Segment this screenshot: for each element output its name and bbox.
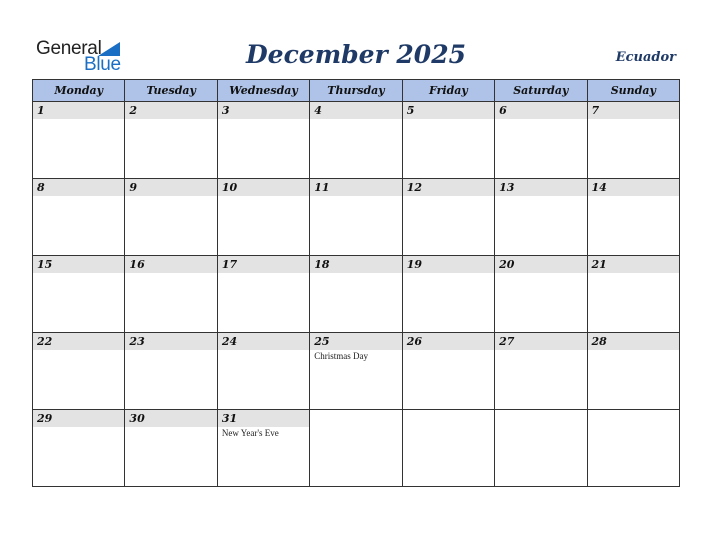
day-cell bbox=[495, 410, 587, 487]
day-cell bbox=[402, 333, 494, 410]
day-number: 6 bbox=[495, 102, 586, 119]
day-cell bbox=[217, 410, 309, 487]
day-cell bbox=[310, 256, 402, 333]
day-number: 24 bbox=[218, 333, 309, 350]
day-cell bbox=[587, 256, 679, 333]
logo-text-blue: Blue bbox=[84, 54, 121, 75]
weekday-header: Sunday bbox=[587, 80, 679, 102]
day-number: 20 bbox=[495, 256, 586, 273]
day-number: 19 bbox=[403, 256, 494, 273]
day-number: 10 bbox=[218, 179, 309, 196]
day-number: 17 bbox=[218, 256, 309, 273]
day-cell bbox=[217, 333, 309, 410]
day-cell bbox=[402, 102, 494, 179]
page-title: December 2025 bbox=[245, 40, 466, 69]
day-number: 7 bbox=[588, 102, 679, 119]
country-label: Ecuador bbox=[615, 50, 676, 65]
day-cell bbox=[125, 179, 217, 256]
logo-text-general: General bbox=[36, 38, 102, 59]
day-number: 14 bbox=[588, 179, 679, 196]
day-cell bbox=[217, 256, 309, 333]
day-cell bbox=[33, 256, 125, 333]
week-row bbox=[33, 179, 680, 256]
day-cell bbox=[310, 410, 402, 487]
week-row bbox=[33, 410, 680, 487]
day-number: 21 bbox=[588, 256, 679, 273]
calendar-grid bbox=[32, 79, 680, 487]
day-cell bbox=[495, 179, 587, 256]
day-cell bbox=[33, 410, 125, 487]
week-row bbox=[33, 333, 680, 410]
day-cell bbox=[587, 410, 679, 487]
day-number: 5 bbox=[403, 102, 494, 119]
day-number: 30 bbox=[125, 410, 216, 427]
day-number: 16 bbox=[125, 256, 216, 273]
weekday-header: Monday bbox=[33, 80, 125, 102]
day-number: 29 bbox=[33, 410, 124, 427]
day-number: 1 bbox=[33, 102, 124, 119]
day-cell bbox=[310, 179, 402, 256]
weekday-header: Tuesday bbox=[125, 80, 217, 102]
day-cell bbox=[402, 179, 494, 256]
day-number: 15 bbox=[33, 256, 124, 273]
holiday-label: New Year's Eve bbox=[221, 428, 279, 438]
day-number: 23 bbox=[125, 333, 216, 350]
day-number: 28 bbox=[588, 333, 679, 350]
day-cell bbox=[33, 333, 125, 410]
day-number: 25 bbox=[310, 333, 401, 350]
weekday-header: Friday bbox=[402, 80, 494, 102]
day-cell bbox=[125, 410, 217, 487]
day-number: 11 bbox=[310, 179, 401, 196]
day-cell bbox=[495, 102, 587, 179]
weekday-header: Wednesday bbox=[217, 80, 309, 102]
day-cell bbox=[125, 256, 217, 333]
day-number: 3 bbox=[218, 102, 309, 119]
day-cell bbox=[402, 256, 494, 333]
day-cell bbox=[33, 102, 125, 179]
day-cell bbox=[125, 333, 217, 410]
weekday-header-row bbox=[33, 80, 680, 102]
day-number: 12 bbox=[403, 179, 494, 196]
holiday-label: Christmas Day bbox=[314, 351, 369, 361]
day-number: 2 bbox=[125, 102, 216, 119]
day-number: 9 bbox=[125, 179, 216, 196]
day-number: 18 bbox=[310, 256, 401, 273]
day-cell bbox=[33, 179, 125, 256]
day-cell bbox=[587, 102, 679, 179]
day-number: 31 bbox=[218, 410, 309, 427]
day-number: 27 bbox=[495, 333, 586, 350]
day-cell bbox=[217, 102, 309, 179]
day-number: 26 bbox=[403, 333, 494, 350]
day-cell bbox=[587, 333, 679, 410]
day-cell bbox=[495, 256, 587, 333]
day-cell bbox=[495, 333, 587, 410]
day-cell bbox=[310, 333, 402, 410]
day-number: 22 bbox=[33, 333, 124, 350]
day-cell bbox=[310, 102, 402, 179]
weekday-header: Thursday bbox=[310, 80, 402, 102]
week-row bbox=[33, 102, 680, 179]
day-cell bbox=[217, 179, 309, 256]
day-cell bbox=[125, 102, 217, 179]
day-cell bbox=[402, 410, 494, 487]
day-number: 13 bbox=[495, 179, 586, 196]
weekday-header: Saturday bbox=[495, 80, 587, 102]
day-cell bbox=[587, 179, 679, 256]
week-row bbox=[33, 256, 680, 333]
day-number: 8 bbox=[33, 179, 124, 196]
day-number: 4 bbox=[310, 102, 401, 119]
